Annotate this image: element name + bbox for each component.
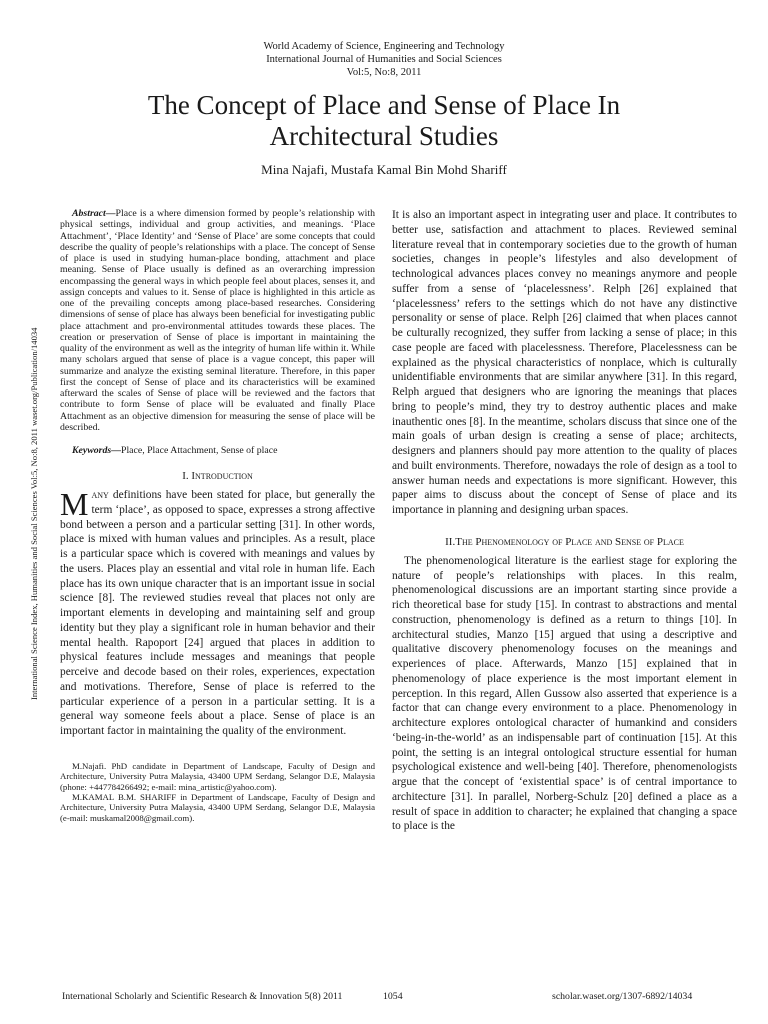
title-line-2: Architectural Studies: [269, 121, 499, 151]
section-1-number: I.: [182, 470, 192, 482]
right-column: [392, 208, 737, 834]
footer-page-number: 1054: [383, 991, 403, 1002]
abstract-dash: —: [105, 208, 116, 219]
footnote-1: M.Najafi. PhD candidate in Department of Landscape, Faculty of Design and Architecture, University Putra Malaysia, 43400 UPM Serdang, Selangor D.E, Malaysia (phone: +447784266492; e-mail: mina_artistic@yahoo.com).: [60, 760, 375, 792]
journal-header: [0, 40, 768, 79]
keywords-dash: —: [111, 445, 121, 456]
drop-cap: M: [60, 486, 89, 522]
paper-title: [60, 90, 708, 152]
intro-lead-caps: any: [91, 489, 109, 501]
title-line-1: The Concept of Place and Sense of Place In: [147, 90, 621, 120]
abstract: [60, 208, 375, 433]
right-paragraph-1: It is also an important aspect in integrating user and place. It contributes to better use, satisfaction and attachment to places. Reviewed seminal literature reveal that in contemporary societies due to the growth of human societies, changes in people’s lifestyles and also development of technological advances places convey no meanings anymore and people suffer from a sense of ‘placelessness’. Relph [26] explained that ‘placelessness’ refers to the settings which do not have any distinctive personality or sense of place. Relph [26] claimed that when places cannot be culturally recognized, they suffer from lacking a sense of place; in this case people are faced with placelessness. Therefore, Placelessness can be explained as the physical characteristics of nonplace, which is culturally unidentifiable environments that are similar anywhere [31]. In this regard, Relph argued that designers who are ignoring the meanings that places bring to people’s mind, they try to destroy authentic places and make inauthentic ones [8]. In the meantime, scholars discuss that since one of the main goals of urban design is creating a sense of place; architects, designers and planners should pay more attention to the quality of places and built environments. Therefore, nowadays the role of design as a tool to answer human needs and expectations is more significant. However, this paper aims to discuss about the concept of Sense of place and its importance in planning and designing urban spaces.: [392, 209, 737, 516]
keywords-text: Place, Place Attachment, Sense of place: [121, 445, 278, 456]
section-heading-introduction: [60, 470, 375, 482]
section-2-initial: T: [455, 535, 462, 548]
side-citation: [29, 327, 39, 708]
footer-journal: International Scholarly and Scientific Research & Innovation 5(8) 2011: [62, 991, 343, 1002]
abstract-label: Abstract: [72, 208, 106, 219]
header-line-1: World Academy of Science, Engineering and Technology: [263, 41, 505, 52]
intro-text: definitions have been stated for place, but generally the term ‘place’, as opposed to space, expresses a strong affective bond between a person and a particular setting [31]. In other words, place is mixed with human values and principles. As a result, place is a particular space which is covered with meanings and values by the users. Places play an essential and vital role in human life. Each place has its own unique character that is an important issue in social science [8]. The reviewed studies reveal that places not only are important elements in developing and maintaining self and group identity but they play a significant role in human behavior and their mental health. Rapoport [24] argued that places in addition to physical features include messages and meanings that people perceive and decode based on their roles, experiences, expectation and motivations. Therefore, Sense of place is referred to the particular experience of a person in a particular setting. It is a general way someone feels about a place. Sense of place is an important factor in maintaining the quality of the environment.: [60, 489, 375, 737]
section-1-initial: I: [191, 470, 196, 482]
section-1-title: ntroduction: [195, 470, 253, 482]
left-column: [60, 208, 375, 823]
footer-url: scholar.waset.org/1307-6892/14034: [552, 991, 693, 1002]
side-citation-text: International Science Index, Humanities and Social Sciences Vol:5, No:8, 2011 waset.org/Publication/14034: [29, 327, 39, 700]
footnotes: [60, 761, 375, 823]
intro-paragraph: [60, 488, 375, 739]
keywords-label: Keywords: [72, 445, 112, 456]
authors: Mina Najafi, Mustafa Kamal Bin Mohd Shariff: [261, 162, 507, 177]
section-2-title: he Phenomenology of Place and Sense of Place: [461, 535, 684, 548]
section-heading-phenomenology: [392, 536, 737, 548]
keywords: [60, 445, 375, 457]
header-line-2: International Journal of Humanities and Social Sciences: [266, 54, 502, 65]
header-line-3: Vol:5, No:8, 2011: [346, 67, 422, 78]
right-paragraph-2: The phenomenological literature is the earliest stage for exploring the nature of people’s relationships with places. In this realm, phenomenological discussions are an important starting since provide a rich theoretical base for study [15]. In contrast to abstractions and mental construction, phenomenology is defined as a return to things [10]. In architectural studies, Manzo [15] argued that using a descriptive and qualitative discovery phenomenology focuses on the meanings and experiences of place. Afterwards, Manzo [15] explained that in phenomenology of place experience is the most important element in perception. In this regard, Allen Gussow also asserted that experience is a factor that can change every environment to a place. Phenomenology in architecture explores ontological character of humankind and considers ‘being-in-the-world’ as an indispensable part of continuation [15]. At this point, the setting is an integral ontological structure essential for human psychological existence and well-being [40]. Therefore, phenomenologists argue that the concept of ‘existential space’ is of central importance to architecture [31]. In parallel, Norberg-Schulz [20] defined a place as a result of space in addition to character; he explained that changing a space to place is the: [392, 554, 737, 833]
abstract-text: Place is a where dimension formed by people’s relationship with physical settings, individual and group activities, and meanings. ‘Place Attachment’, ‘Place Identity’ and ‘Sense of Place’ are some concepts that could describe the quality of people’s relationships with a place. The concept of Sense of place is used in studying human-place bonding, attachment and place meaning. Sense of Place usually is defined as an overarching impression encompassing the general ways in which people feel about places, senses it, and assign concepts and values to it. Sense of place is highlighted in this article as one of the prevailing concepts among place-based researches. Considering dimensions of sense of place has always been beneficial for investigating public place attachment and pro-environmental attitudes towards these places. The creation or preservation of Sense of place is important in maintaining the quality of the environment as well as the integrity of human life within it. While many scholars argued that sense of place is a vague concept, this paper will summarize and analyze the existing seminal literature. Therefore, in this paper first the concept of Sense of place and its characteristics will be examined afterward the scales of Sense of place will be reviewed and the factors that contribute to form Sense of place will be evaluated and finally Place Attachment as an objective dimension for measuring the sense of place will be described.: [60, 208, 375, 433]
footnote-2: M.KAMAL B.M. SHARIFF in Department of Landscape, Faculty of Design and Architecture, University Putra Malaysia, 43400 UPM Serdang, Selangor D.E, Malaysia (e-mail: muskamal2008@gmail.com).: [60, 791, 375, 823]
section-2-number: II.: [445, 535, 456, 548]
